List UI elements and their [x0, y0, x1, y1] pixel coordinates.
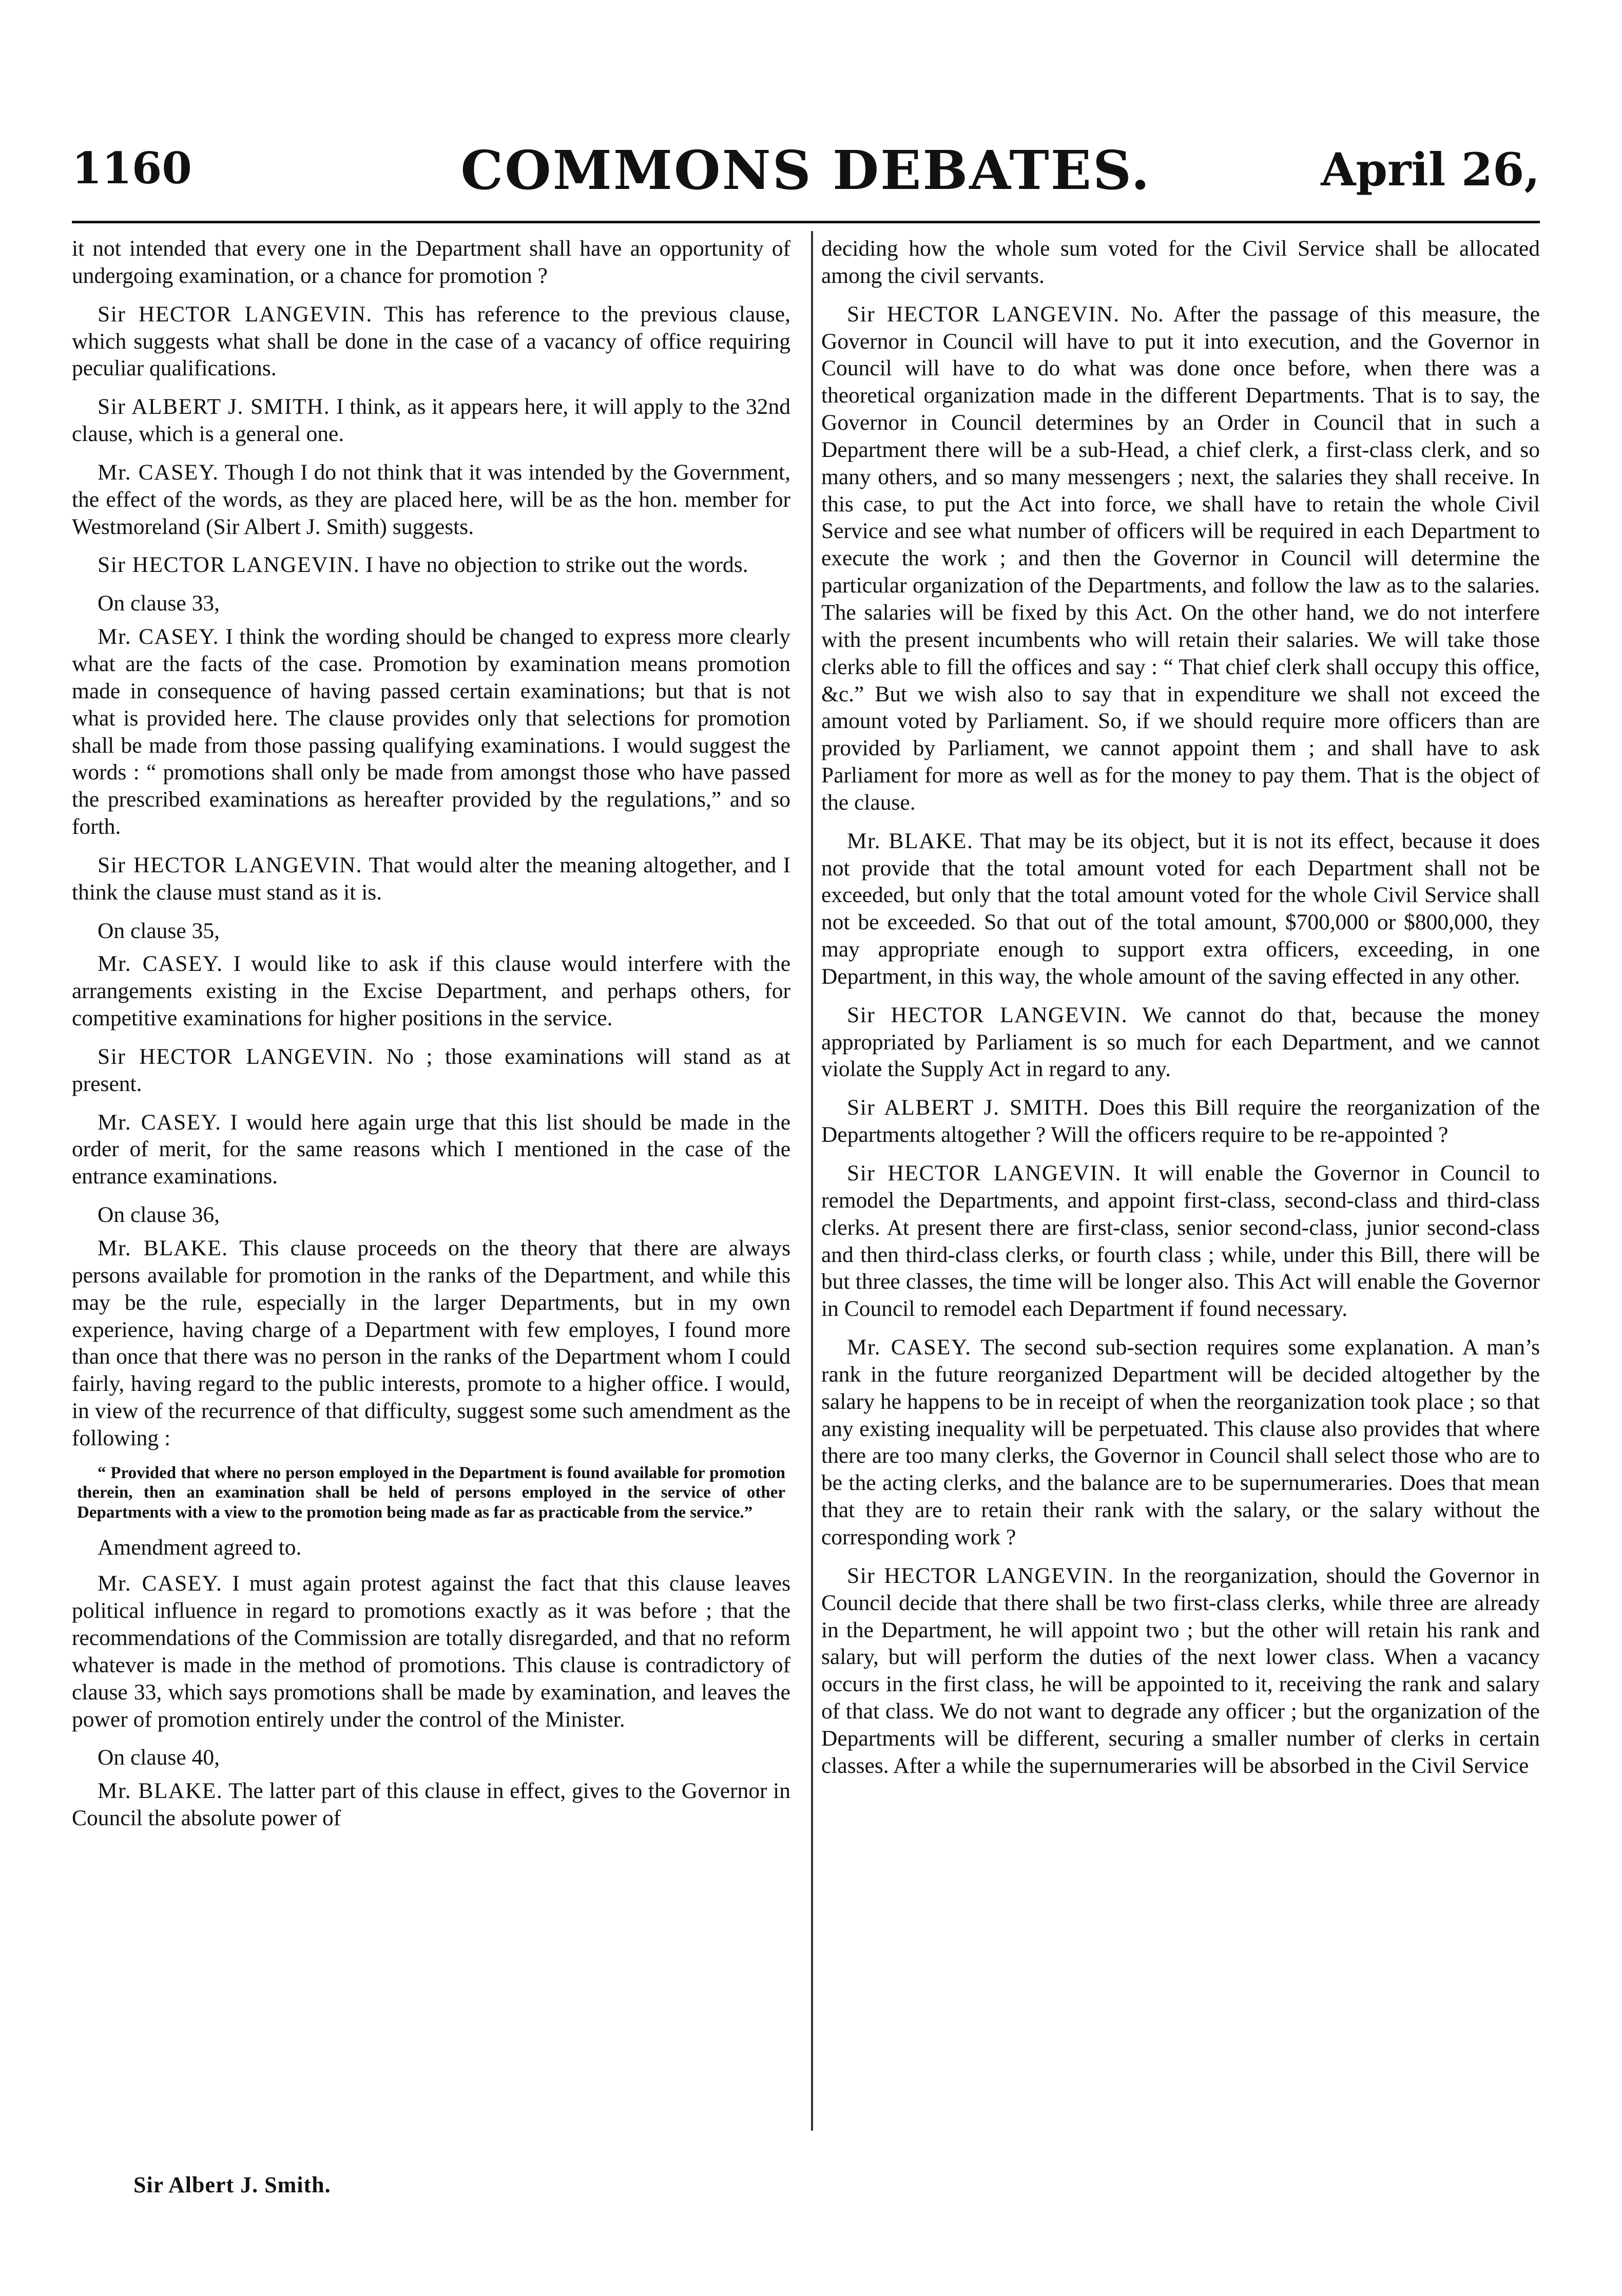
motion-result: Amendment agreed to.: [98, 1535, 302, 1560]
speech-text: No ; those examinations will stand as at present.: [72, 1044, 791, 1096]
speech: [72, 1109, 790, 1191]
speech: [72, 1777, 790, 1832]
speech-text: We cannot do that, because the money appropriated by Parliament is so much for each Department, and we cannot violate the Supply Act in regard to any.: [821, 1002, 1540, 1082]
page-header: [72, 139, 1540, 211]
speech: [72, 1235, 790, 1452]
speaker-name: Sir HECTOR LANGEVIN.: [847, 301, 1120, 327]
speech-text: It will enable the Governor in Council to remodel the Departments, and appoint first-class, second-class and third-class clerks. At present there are first-class, senior second-class, junior second-class and then third-class clerks, or fourth class ; while, under this Bill, there will be but three classes, the time will be longer also. This Act will enable the Governor in Council to remodel each Department if found necessary.: [821, 1161, 1540, 1322]
speech-text: This has reference to the previous clause, which suggests what shall be done in the case of a vacancy of office requiring peculiar qualifications.: [72, 301, 790, 381]
speech: [821, 1334, 1540, 1551]
header-date: April 26,: [1321, 143, 1540, 196]
speech-text: That would alter the meaning altogether, and I think the clause must stand as it is.: [72, 852, 790, 905]
speech-text: I would here again urge that this list should be made in the order of merit, for the same reasons which I mentioned in the case of the entrance examinations.: [72, 1109, 791, 1189]
speaker-name: Mr. CASEY.: [98, 460, 219, 485]
speech-text: Though I do not think that it was intended by the Government, the effect of the words, as they are placed here, will be as the hon. member for Westmoreland (Sir Albert J. Smith) suggests.: [72, 460, 791, 539]
speech: [821, 1160, 1540, 1323]
speech: [821, 301, 1540, 816]
speaker-name: Sir ALBERT J. SMITH.: [847, 1095, 1090, 1120]
left-column: [72, 235, 790, 1843]
speech-text: No. After the passage of this measure, the Governor in Council will have to put it into execution, and the Governor in Council will have to do what was done once before, when there was a theoretical organization made in the different Departments. That is to say, the Governor in Council determines by an Order in Council that in such a Department there will be a sub-Head, a chief clerk, a first-class clerk, and so many others, and so many messengers ; next, the salaries they shall receive. In this case, to put the Act into force, we shall have to retain the whole Civil Service and see what number of officers will be required in each Department to execute the work ; and then the Governor in Council will determine the particular organization of the Departments, and follow the law as to the salaries. The salaries will be fixed by this Act. On the other hand, we do not interfere with the present incumbents who will retain their salaries. We will take those clerks able to fill the offices and say : “ That chief clerk shall occupy this office, &c.” But we wish also to say that in expenditure we shall not exceed the amount voted by Parliament. So, if we should require more officers than are provided by Parliament, we cannot appoint them ; and shall have to ask Parliament for more as well as for the money to pay them. That is the object of the clause.: [821, 301, 1540, 815]
paragraph: deciding how the whole sum voted for the Civil Service shall be allocated among the civil servants.: [821, 236, 1540, 288]
page-number: 1160: [72, 143, 192, 194]
speech: [72, 551, 790, 579]
speaker-name: Mr. CASEY.: [98, 1571, 223, 1596]
speaker-name: Mr. CASEY.: [847, 1335, 972, 1360]
speech: [72, 852, 790, 906]
running-title: COMMONS DEBATES.: [460, 139, 1151, 202]
clause-heading: On clause 33,: [98, 591, 220, 616]
speaker-name: Sir HECTOR LANGEVIN.: [847, 1563, 1114, 1588]
header-rule: [72, 221, 1540, 223]
speech-text: Does this Bill require the reorganization of the Departments altogether ? Will the officers require to be re-appointed ?: [821, 1095, 1540, 1147]
right-column: [821, 235, 1540, 1791]
speaker-name: Sir HECTOR LANGEVIN.: [98, 552, 360, 578]
speech-text: I think the wording should be changed to express more clearly what are the facts of the case. Promotion by examination means promotion made in consequence of having passed certain examinations; but that is not what is provided here. The clause provides only that selections for promotion shall be made from those passing qualifying examinations. I would suggest the words : “ promotions shall only be made from amongst those who have passed the prescribed examinations as hereafter provided by the regulations,” and so forth.: [72, 624, 791, 839]
speaker-name: Mr. CASEY.: [98, 951, 223, 977]
speaker-name: Sir HECTOR LANGEVIN.: [98, 1044, 374, 1069]
speech: [72, 1043, 790, 1098]
speaker-name: Sir HECTOR LANGEVIN.: [847, 1161, 1122, 1185]
speech-text: The second sub-section requires some explanation. A man’s rank in the future reorganized Department will be decided altogether by the salary he happens to be in receipt of when the reorganization took place ; so that any existing inequality will be perpetuated. This clause also provides that where there are too many clerks, the Governor in Council shall select those who are to be the acting clerks, and the balance are to be supernumeraries. Does that mean that they are to retain their rank with the salary, or the salary without the corresponding work ?: [821, 1335, 1540, 1549]
speech: [72, 950, 790, 1032]
speaker-name: Sir HECTOR LANGEVIN.: [847, 1002, 1128, 1027]
speech-text: In the reorganization, should the Governor in Council decide that there shall be two first-class clerks, while three are already in the Department, he will appoint two ; but the other will retain his rank and salary, but will perform the duties of the next lower class. When a vacancy occurs in the first class, he will be appointed to it, receiving the rank and salary of that class. We do not want to degrade any officer ; but the organization of the Departments will be different, securing a smaller number of clerks in certain classes. After a while the supernumeraries will be absorbed in the Civil Service: [821, 1563, 1540, 1778]
speech: [72, 459, 790, 541]
speech: [821, 1562, 1540, 1780]
speech: [72, 301, 790, 382]
speech-text: That may be its object, but it is not its effect, because it does not provide that the total amount voted for each Department shall not be exceeded, but only that the total amount voted for the whole Civil Service shall not be exceeded. So that out of the total amount, $700,000 or $800,000, they may appropriate enough to support extra officers, exceeding, in one Department, in this way, the whole amount of the saving effected in any other.: [821, 828, 1540, 989]
speech-text: I would like to ask if this clause would interfere with the arrangements existing in the Excise Department, and perhaps others, for competitive examinations for higher positions in the service.: [72, 951, 790, 1031]
speech-text: This clause proceeds on the theory that there are always persons available for promotion in the ranks of the Department, and while this may be the rule, especially in the larger Departments, but in my own experience, having charge of a Department with few employes, I found more than once that there was no person in the ranks of the Department whom I could fairly, having regard to the public interests, promote to a higher office. I would, in view of the recurrence of that difficulty, suggest some such amendment as the following :: [72, 1236, 790, 1450]
paragraph: it not intended that every one in the Department shall have an opportunity of undergoing examination, or a chance for promotion ?: [72, 236, 790, 288]
clause-heading: On clause 40,: [98, 1745, 220, 1770]
column-divider: [811, 231, 813, 2131]
amendment-quote: “ Provided that where no person employed in the Department is found available for promotion therein, then an examination shall be held of persons employed in the service of other Departments with a view to the promotion being made as far as practicable from the service.”: [77, 1463, 785, 1522]
catchword: Sir Albert J. Smith.: [133, 2172, 331, 2197]
speech: [72, 393, 790, 448]
speech-text: I have no objection to strike out the words.: [365, 552, 748, 578]
clause-heading: On clause 35,: [98, 918, 220, 943]
speaker-name: Sir HECTOR LANGEVIN.: [98, 852, 362, 877]
speech-text: I think, as it appears here, it will apply to the 32nd clause, which is a general one.: [72, 394, 791, 447]
speech: [821, 1002, 1540, 1083]
speech: [821, 1094, 1540, 1149]
speaker-name: Mr. BLAKE.: [98, 1778, 223, 1804]
speaker-name: Mr. CASEY.: [98, 1109, 222, 1135]
speaker-name: Sir ALBERT J. SMITH.: [98, 394, 331, 419]
speaker-name: Mr. CASEY.: [98, 624, 219, 649]
speech: [72, 623, 790, 840]
speech: [72, 1570, 790, 1733]
speech: [821, 828, 1540, 990]
speech-text: I must again protest against the fact that this clause leaves political influence in regard to promotions exactly as it was before ; that the recommendations of the Commission are totally disregarded, and that no reform whatever is made in the method of promotions. This clause is contradictory of clause 33, which says promotions shall be made by examination, and leaves the power of promotion entirely under the control of the Minister.: [72, 1571, 790, 1732]
clause-heading: On clause 36,: [98, 1202, 220, 1228]
speech-text: The latter part of this clause in effect, gives to the Governor in Council the absolute power of: [72, 1778, 791, 1831]
speaker-name: Mr. BLAKE.: [847, 828, 974, 853]
speaker-name: Sir HECTOR LANGEVIN.: [98, 301, 373, 327]
speaker-name: Mr. BLAKE.: [98, 1236, 228, 1260]
